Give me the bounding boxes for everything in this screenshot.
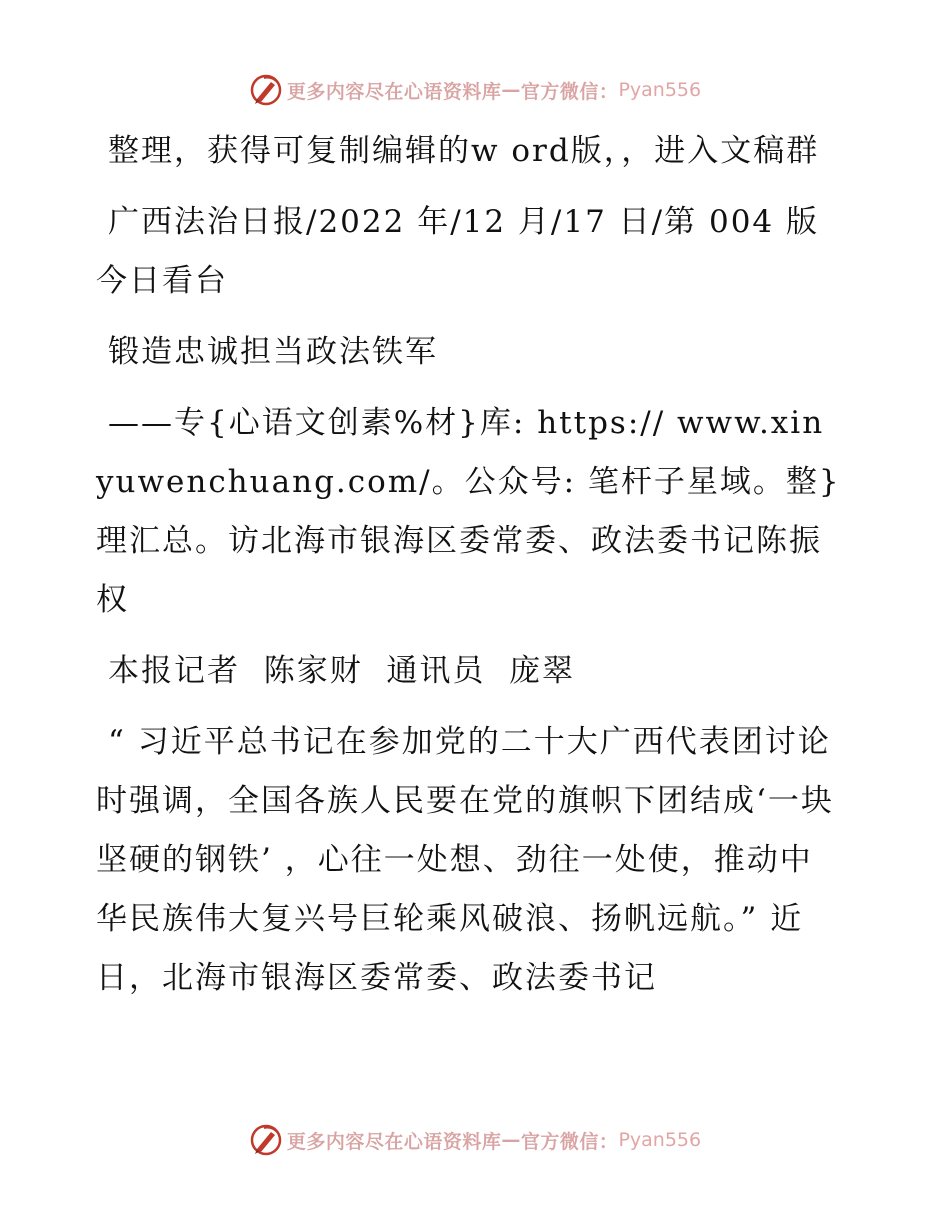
- header-watermark: [0, 70, 950, 110]
- intro-paragraph: 整理，获得可复制编辑的w ord版，，进入文稿群: [108, 133, 820, 169]
- watermark-main-text: 更多内容尽在心语资料库: [286, 80, 502, 103]
- watermark-wechat-id: Pyan556: [618, 79, 702, 101]
- watermark-separator: —: [501, 79, 521, 101]
- footer-watermark: [0, 1120, 950, 1160]
- pen-logo-icon: [249, 1123, 283, 1157]
- body-paragraph: “ 习近平总书记在参加党的二十大广西代表团讨论时强调，全国各族人民要在党的旗帜下团结成‘一块坚硬的钢铁’ ，心往一处想、劲往一处使，推动中华民族伟大复兴号巨轮乘风破浪、扬帆远航。” 近日，北海市银海区委常委、政法委书记: [96, 724, 834, 996]
- byline: 本报记者 陈家财 通讯员 庞翠: [108, 653, 576, 689]
- watermark-main-text: 更多内容尽在心语资料库: [286, 1130, 502, 1153]
- watermark-official-label: 官方微信：: [520, 80, 619, 103]
- watermark-separator: —: [501, 1129, 521, 1151]
- watermark-wechat-id: Pyan556: [618, 1129, 702, 1151]
- pen-logo-icon: [249, 73, 283, 107]
- watermark-official-label: 官方微信：: [520, 1130, 619, 1153]
- article-subtitle: ——专{心语文创素%材}库: https:// www.xinyuwenchuang.com/。公众号: 笔杆子星域。整}理汇总。访北海市银海区委常委、政法委书记陈振权: [96, 405, 841, 618]
- source-line: 广西法治日报/2022 年/12 月/17 日/第 004 版今日看台: [96, 204, 820, 299]
- article-title: 锻造忠诚担当政法铁军: [108, 334, 438, 370]
- document-body: [96, 122, 841, 1008]
